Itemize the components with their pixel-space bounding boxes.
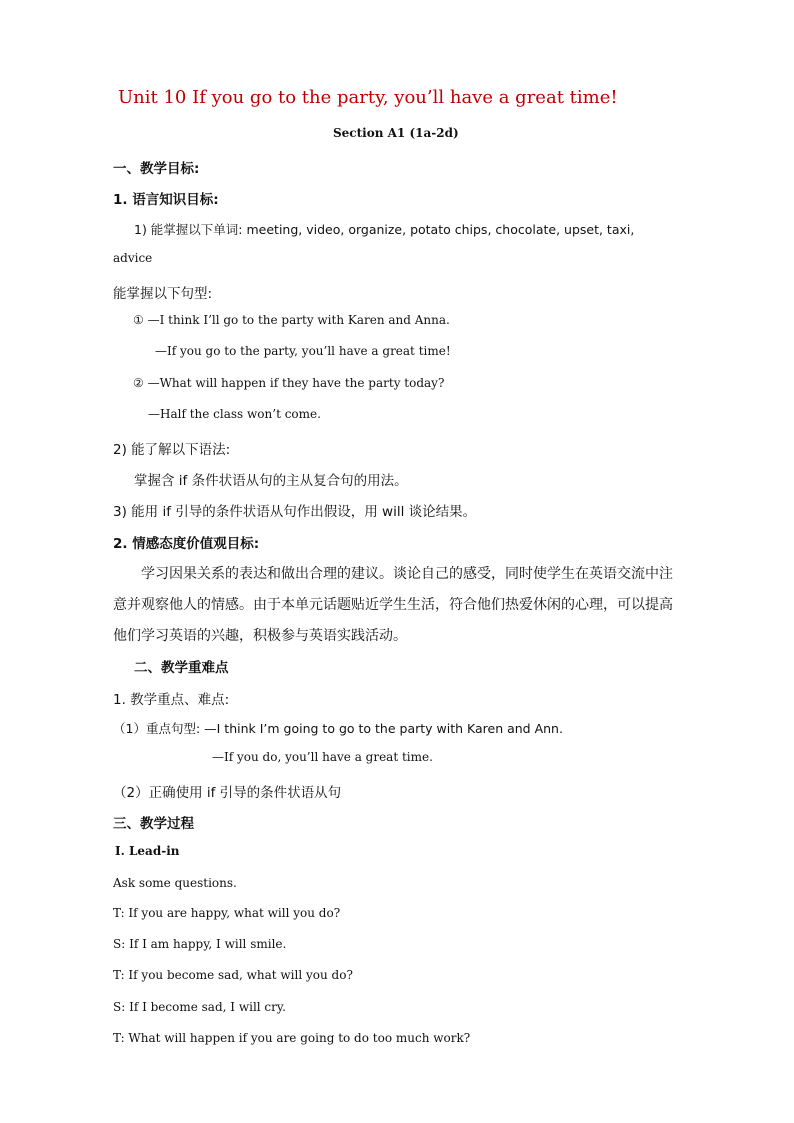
heading-key-points: 二、教学重难点: [134, 660, 229, 676]
lead-in-heading: Ⅰ. Lead-in: [115, 844, 180, 858]
dialogue-line: T: What will happen if you are going to do too much work?: [113, 1031, 471, 1045]
sentence-1b: —If you go to the party, you’ll have a great time!: [155, 344, 451, 358]
sentence-patterns-heading: 能掌握以下句型:: [113, 286, 213, 302]
sentence-1a: ① —I think I’ll go to the party with Karen and Anna.: [133, 313, 450, 327]
key-points-item-2: （2）正确使用 if 引导的条件状语从句: [113, 785, 342, 801]
key-points-item-1: 1. 教学重点、难点:: [113, 692, 230, 708]
dialogue-line: S: If I am happy, I will smile.: [113, 937, 287, 951]
key-sentence-1b: —If you do, you’ll have a great time.: [212, 750, 433, 764]
vocabulary-line-2: advice: [113, 251, 153, 265]
dialogue-line: S: If I become sad, I will cry.: [113, 1000, 286, 1014]
heading-objectives: 一、教学目标:: [113, 161, 200, 177]
key-sentence-1a: （1）重点句型: —I think I’m going to go to the party with Karen and Ann.: [113, 721, 563, 736]
heading-language-objectives: 1. 语言知识目标:: [113, 192, 219, 208]
paragraph-line-3: 他们学习英语的兴趣，积极参与英语实践活动。: [113, 628, 407, 644]
objective-item-3: 3) 能用 if 引导的条件状语从句作出假设，用 will 谈论结果。: [113, 504, 477, 520]
dialogue-line: T: If you are happy, what will you do?: [113, 906, 341, 920]
sentence-2a: ② —What will happen if they have the party today?: [133, 376, 445, 390]
section-subtitle: Section A1 (1a-2d): [333, 126, 459, 140]
document-title: Unit 10 If you go to the party, you’ll have a great time!: [118, 87, 618, 108]
dialogue-line: T: If you become sad, what will you do?: [113, 968, 353, 982]
heading-teaching-process: 三、教学过程: [113, 816, 194, 832]
heading-emotional-objectives: 2. 情感态度价值观目标:: [113, 536, 260, 552]
paragraph-line-1: 学习因果关系的表达和做出合理的建议。谈论自己的感受，同时使学生在英语交流中注: [141, 566, 673, 582]
grammar-heading: 2) 能了解以下语法:: [113, 442, 231, 458]
grammar-text: 掌握含 if 条件状语从句的主从复合句的用法。: [134, 473, 408, 489]
vocabulary-line-1: 1) 能掌握以下单词: meeting, video, organize, potato chips, chocolate, upset, taxi,: [134, 222, 635, 237]
lead-in-instruction: Ask some questions.: [113, 876, 237, 890]
sentence-2b: —Half the class won’t come.: [148, 407, 321, 421]
paragraph-line-2: 意并观察他人的情感。由于本单元话题贴近学生生活，符合他们热爱休闲的心理，可以提高: [113, 597, 673, 613]
